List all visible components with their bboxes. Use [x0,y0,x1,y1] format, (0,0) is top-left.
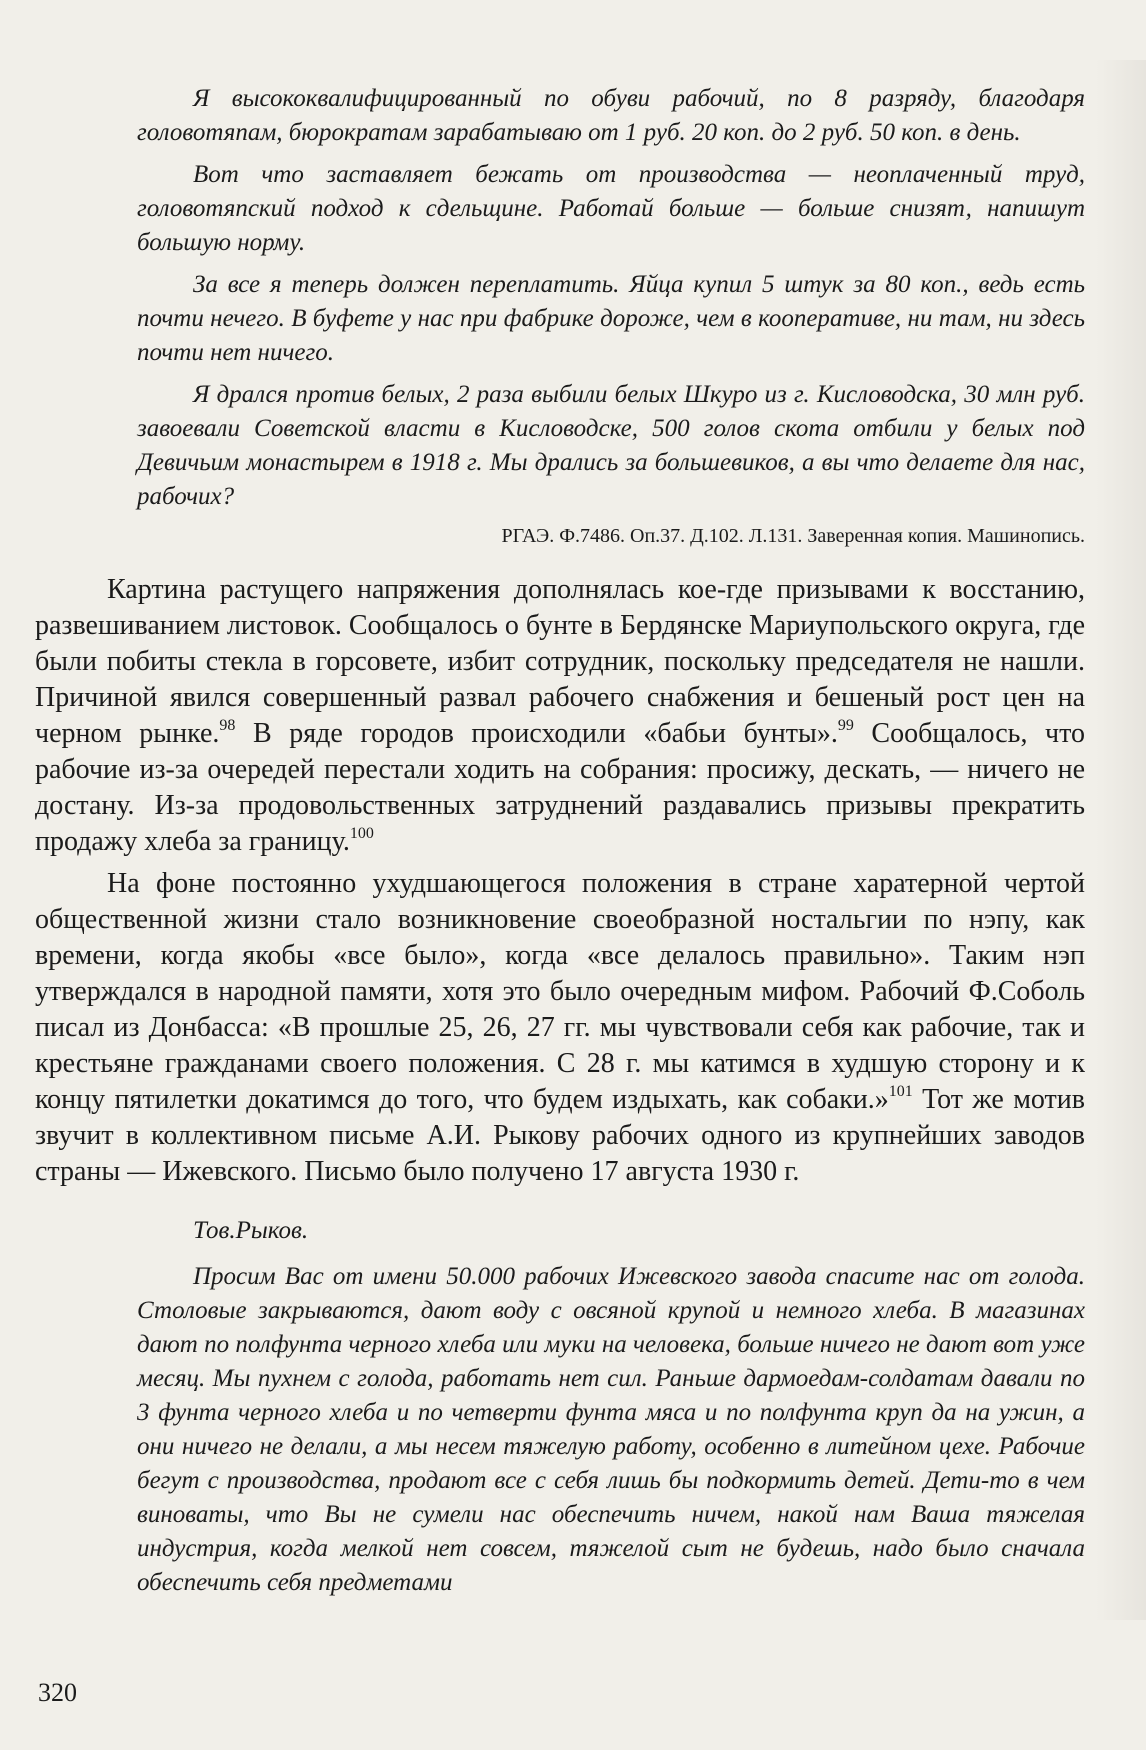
letter-to-rykov [137,1214,1085,1600]
footnote-ref[interactable]: 101 [888,1083,913,1100]
quote-paragraph: Я высококвалифицированный по обуви рабочий, по 8 разряду, благодаря головотяпам, бюрократам зарабатываю от 1 руб. 20 коп. до 2 руб. 50 коп. в день. [137,85,1085,146]
footnote-ref[interactable]: 100 [349,825,374,842]
letter-text: Просим Вас от имени 50.000 рабочих Ижевского завода спасите нас от голода. Столовые закрываются, дают воду с овсяной крупой и немного хлеба. В магазинах дают по полфунта черного хлеба или муки на человека, больше ничего не дают вот уже месяц. Мы пухнем с голода, работать нет сил. Раньше дармоедам-солдатам давали по 3 фунта черного хлеба и по четверти фунта мяса и по полфунта круп да на ужин, а они ничего не делали, а мы несем тяжелую работу, особенно в литейном цехе. Рабочие бегут с производства, продают все с себя лишь бы подкормить детей. Дети-то в чем виноваты, что Вы не сумели нас обеспечить ничем, накой нам Ваша тяжелая индустрия, когда мелкой нет совсем, тяжелой сыт не будешь, надо было сначала обеспечить себя предметами [137,1263,1085,1596]
quote-paragraph: Вот что заставляет бежать от производства — неоплаченный труд, головотяпский подход к сдельщине. Работай больше — больше снизят, напишут большую норму. [137,161,1085,256]
quote-paragraph: За все я теперь должен переплатить. Яйца купил 5 штук за 80 коп., ведь есть почти нечего. В буфете у нас при фабрике дороже, чем в кооперативе, ни там, ни здесь почти нет ничего. [137,271,1085,366]
quote-paragraph: Я дрался против белых, 2 раза выбили белых Шкуро из г. Кисловодска, 30 млн руб. завоевали Советской власти в Кисловодске, 500 голов скота отбили у белых под Девичьим монастырем в 1918 г. Мы дрались за большевиков, а вы что делаете для нас, рабочих? [137,381,1085,510]
footnote-ref[interactable]: 98 [219,717,236,734]
quoted-letter [137,82,1085,550]
body-paragraph: На фоне постоянно ухудшающегося положения в стране харатерной чертой общественной жизни стало возникновение своеобразной ностальгии по нэпу, как времени, когда якобы «все было», когда «все делалось правильно». Таким нэп утверждался в народной памяти, хотя это было очередным мифом. Рабочий Ф.Соболь писал из Донбасса: «В прошлые 25, 26, 27 гг. мы чувствовали себя как рабочие, так и крестьяне гражданами своего положения. С 28 г. мы катимся в худшую сторону и к концу пятилетки докатимся до того, что будем издыхать, как собаки.»$^{101}$ Тот же мотив звучит в коллективном письме А.И. Рыкову рабочих одного из крупнейших заводов страны — Ижевского. Письмо было получено 17 августа 1930 г. [35,868,1085,1187]
page-shadow [1096,60,1146,1620]
main-text [35,572,1085,1190]
page-number: 320 [38,1678,77,1707]
archive-source-note: РГАЭ. Ф.7486. Оп.37. Д.102. Л.131. Заверенная копия. Машинопись. [501,525,1085,547]
footnote-ref[interactable]: 99 [837,717,854,734]
letter-salutation: Тов.Рыков. [193,1217,309,1244]
text-column [35,82,1085,1600]
body-paragraph: Картина растущего напряжения дополнялась кое-где призывами к восстанию, развешиванием листовок. Сообщалось о бунте в Бердянске Мариупольского округа, где были побиты стекла в горсовете, избит сотрудник, поскольку председателя не нашли. Причиной явился совершенный развал рабочего снабжения и бешеный рост цен на черном рынке.$^{98}$ В ряде городов происходили «бабьи бунты».$^{99}$ Сообщалось, что рабочие из-за очередей перестали ходить на собрания: просижу, дескать, — ничего не достану. Из-за продовольственных затруднений раздавались призывы прекратить продажу хлеба за границу.$^{100}$ [35,574,1085,857]
